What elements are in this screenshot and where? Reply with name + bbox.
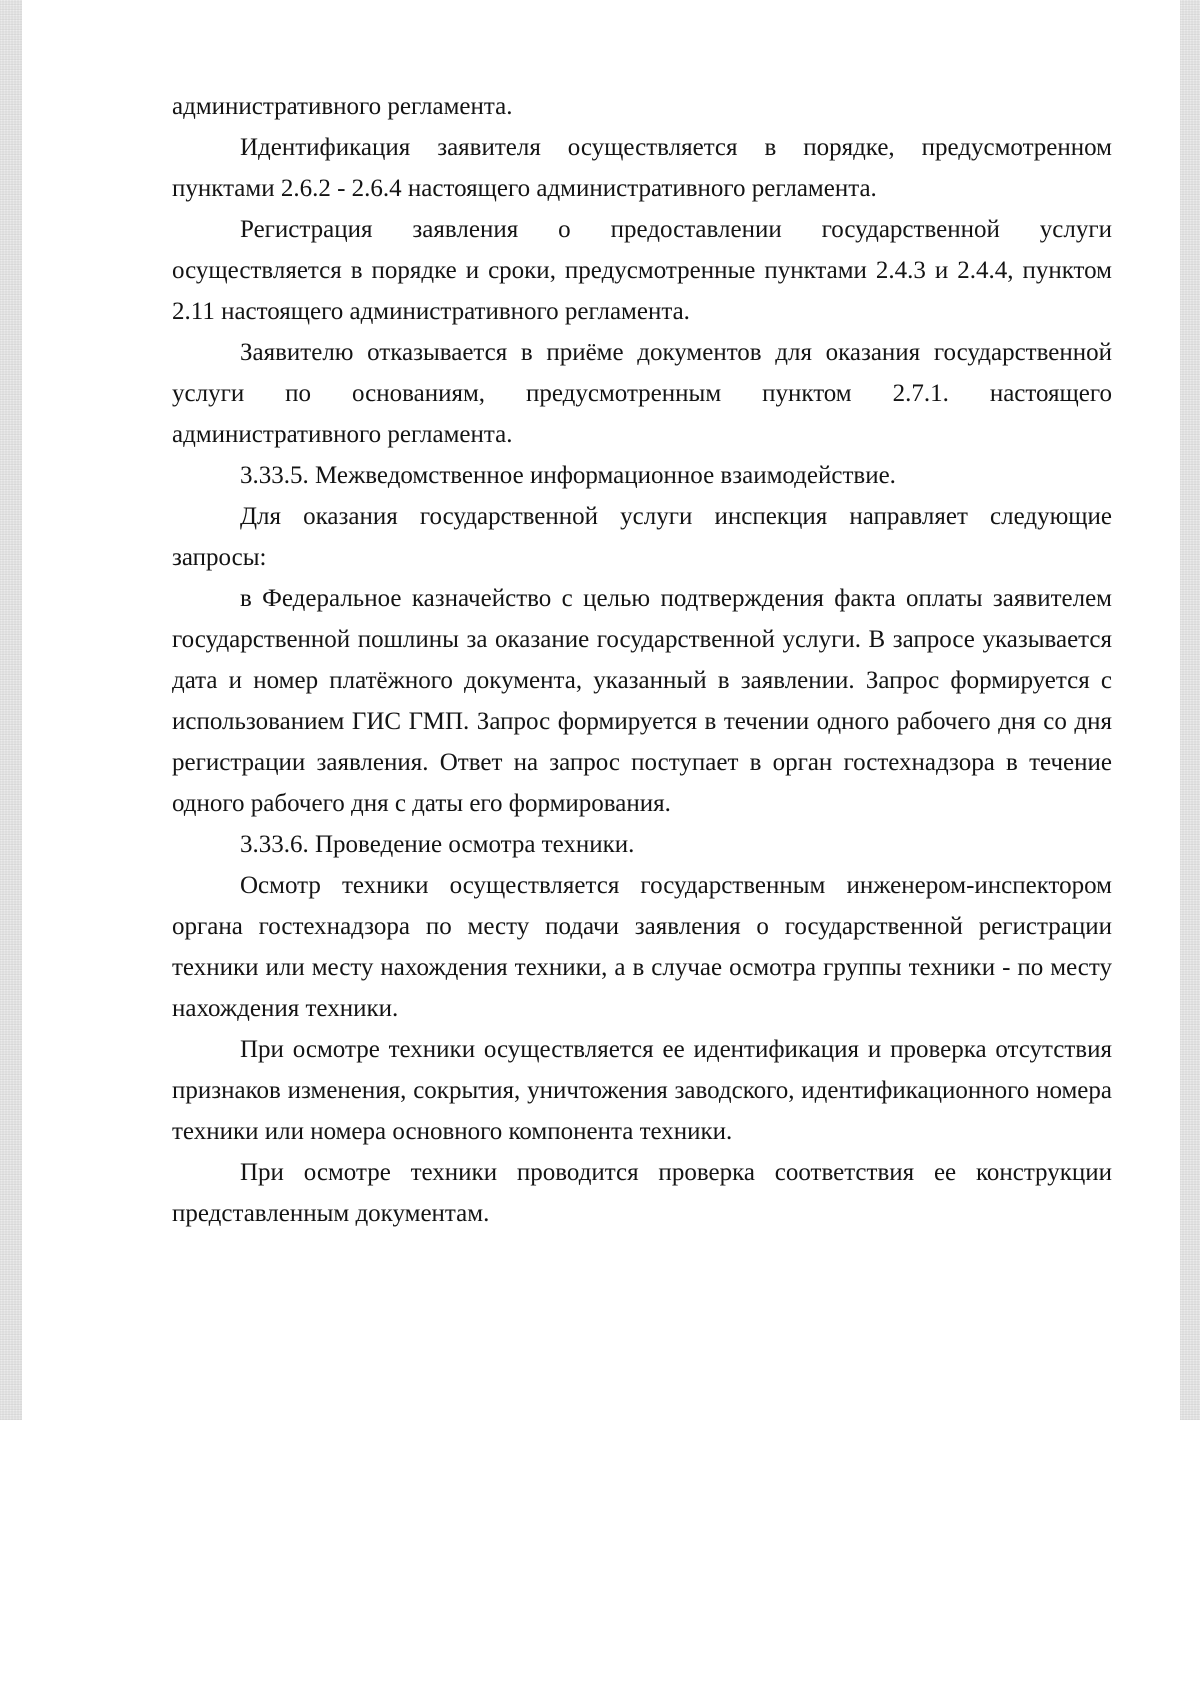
scan-edge-right [1180,0,1200,1420]
paragraph-registration: Регистрация заявления о предоставлении государственной услуги осуществляется в порядке и сроки, предусмотренные пунктами 2.4.3 и 2.4.4, пунктом 2.11 настоящего административного регламента. [172,216,1112,325]
paragraph-identification: Идентификация заявителя осуществляется в порядке, предусмотренном пунктами 2.6.2 - 2.6.4 настоящего административного регламента. [172,134,1112,202]
scan-edge-left [0,0,22,1420]
paragraph-continuation: административного регламента. [172,93,513,120]
paragraph-treasury-request: в Федеральное казначейство с целью подтверждения факта оплаты заявителем государственной пошлины за оказание государственной услуги. В запросе указывается дата и номер платёжного документа, указанный в заявлении. Запрос формируется с использованием ГИС ГМП. Запрос формируется в течении одного рабочего дня со дня регистрации заявления. Ответ на запрос поступает в орган гостехнадзора в течение одного рабочего дня с даты его формирования. [172,585,1112,817]
paragraph-conformity-check: При осмотре техники проводится проверка соответствия ее конструкции представленным документам. [172,1159,1112,1227]
document-body [172,86,1112,1234]
paragraph-refusal: Заявителю отказывается в приёме документов для оказания государственной услуги по основаниям, предусмотренным пунктом 2.7.1. настоящего административного регламента. [172,339,1112,448]
paragraph-inspection-place: Осмотр техники осуществляется государственным инженером-инспектором органа гостехнадзора по месту подачи заявления о государственной регистрации техники или месту нахождения техники, а в случае осмотра группы техники - по месту нахождения техники. [172,872,1112,1022]
paragraph-identification-check: При осмотре техники осуществляется ее идентификация и проверка отсутствия признаков изменения, сокрытия, уничтожения заводского, идентификационного номера техники или номера основного компонента техники. [172,1036,1112,1145]
section-heading-3-33-5: 3.33.5. Межведомственное информационное взаимодействие. [240,462,896,489]
section-heading-3-33-6: 3.33.6. Проведение осмотра техники. [240,831,635,858]
paragraph-requests-intro: Для оказания государственной услуги инспекция направляет следующие запросы: [172,503,1112,571]
